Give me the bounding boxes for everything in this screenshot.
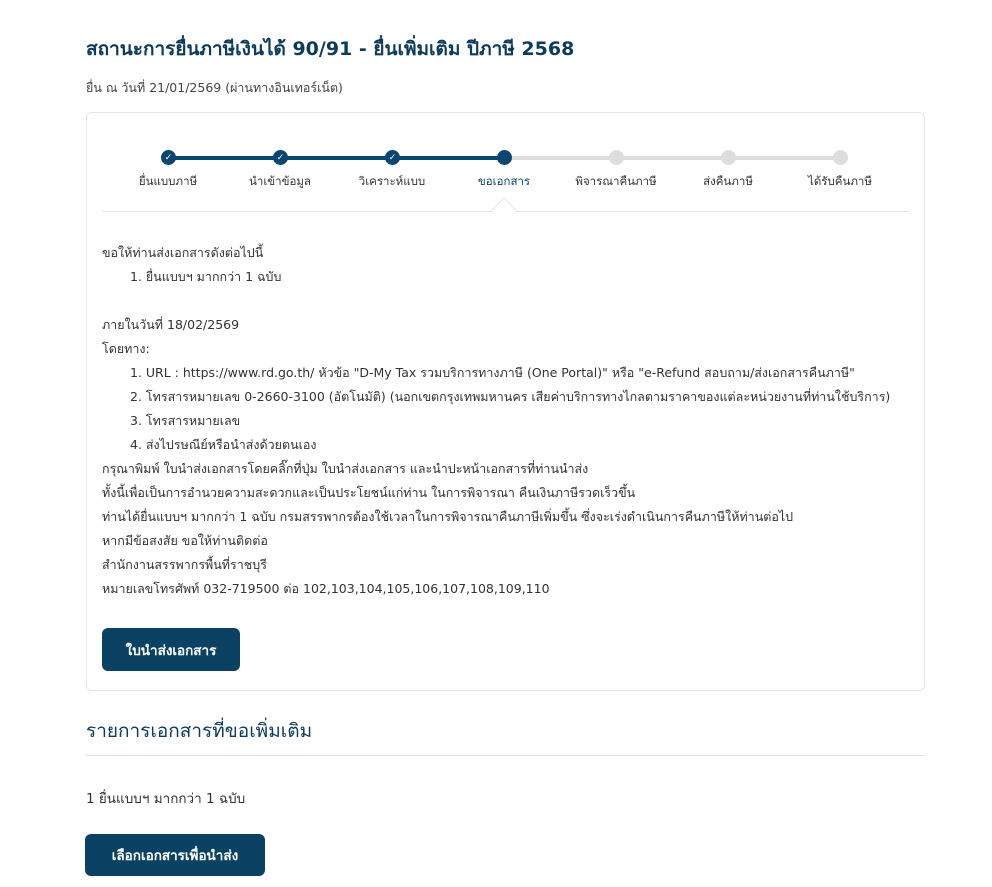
step-connector <box>392 156 504 160</box>
step-connector <box>504 156 616 160</box>
channel-fax: 3. โทรสารหมายเลข <box>130 413 241 428</box>
divider <box>86 755 925 756</box>
requested-doc: 1. ยื่นแบบฯ มากกว่า 1 ฉบับ <box>130 269 282 284</box>
contact-text: หากมีข้อสงสัย ขอให้ท่านติดต่อ <box>102 533 268 548</box>
channel-post: 4. ส่งไปรษณีย์หรือนำส่งด้วยตนเอง <box>130 437 317 452</box>
step-label: ได้รับคืนภาษี <box>808 174 872 188</box>
filing-date: ยื่น ณ วันที่ 21/01/2569 (ผ่านทางอินเทอร์เน็ต) <box>86 80 343 95</box>
step-label: นำเข้าข้อมูล <box>249 174 311 188</box>
instruction-text: ท่านได้ยื่นแบบฯ มากกว่า 1 ฉบับ กรมสรรพากรต้องใช้เวลาในการพิจารณาคืนภาษีเพิ่มขึ้น ซึ่งจะเร่งดำเนินการคืนภาษีให้ท่านต่อไป <box>102 509 794 524</box>
step-connector <box>616 156 728 160</box>
step-label: ส่งคืนภาษี <box>703 174 753 188</box>
step-label: วิเคราะห์แบบ <box>358 174 426 188</box>
page-title: สถานะการยื่นภาษีเงินได้ 90/91 - ยื่นเพิ่มเติม ปีภาษี 2568 <box>86 38 575 60</box>
step-label: พิจารณาคืนภาษี <box>575 174 657 188</box>
step-dot <box>609 150 624 165</box>
intro-text: ขอให้ท่านส่งเอกสารดังต่อไปนี้ <box>102 245 264 260</box>
step-label: ยื่นแบบภาษี <box>138 174 198 188</box>
channel-fax-auto: 2. โทรสารหมายเลข 0-2660-3100 (อัตโนมัติ) (นอกเขตกรุงเทพมหานคร เสียค่าบริการทางไกลตามราคาของแต่ละหน่วยงานที่ท่านใช้บริการ) <box>130 389 891 404</box>
step-connector <box>280 156 392 160</box>
deadline-text: ภายในวันที่ 18/02/2569 <box>102 317 240 332</box>
instruction-text: ทั้งนี้เพื่อเป็นการอำนวยความสะดวกและเป็นประโยชน์แก่ท่าน ในการพิจารณา คืนเงินภาษีรวดเร็วขึ้น <box>102 485 636 500</box>
status-card <box>86 112 925 691</box>
phone-number: หมายเลขโทรศัพท์ 032-719500 ต่อ 102,103,104,105,106,107,108,109,110 <box>102 581 550 596</box>
step-dot <box>833 150 848 165</box>
step-dot <box>721 150 736 165</box>
requested-doc-item: 1 ยื่นแบบฯ มากกว่า 1 ฉบับ <box>86 791 246 807</box>
instruction-text: กรุณาพิมพ์ ใบนำส่งเอกสารโดยคลิ๊กที่ปุ่ม ใบนำส่งเอกสาร และนำปะหน้าเอกสารที่ท่านนำส่ง <box>102 461 589 476</box>
step-label: ขอเอกสาร <box>477 174 531 188</box>
step-connector <box>168 156 280 160</box>
request-message <box>102 241 890 601</box>
cover-sheet-button[interactable]: ใบนำส่งเอกสาร <box>102 628 240 671</box>
select-documents-button[interactable]: เลือกเอกสารเพื่อนำส่ง <box>85 834 265 876</box>
check-icon: ✓ <box>161 150 176 165</box>
check-icon: ✓ <box>273 150 288 165</box>
via-label: โดยทาง: <box>102 341 150 356</box>
office-name: สำนักงานสรรพากรพื้นที่ราชบุรี <box>102 557 267 572</box>
step-dot <box>497 150 512 165</box>
step-connector <box>728 156 840 160</box>
channel-url: 1. URL : https://www.rd.go.th/ หัวข้อ "D-My Tax รวมบริการทางภาษี (One Portal)" หรือ "e-Refund สอบถาม/ส่งเอกสารคืนภาษี" <box>130 365 855 380</box>
check-icon: ✓ <box>385 150 400 165</box>
section-title: รายการเอกสารที่ขอเพิ่มเติม <box>86 720 313 742</box>
